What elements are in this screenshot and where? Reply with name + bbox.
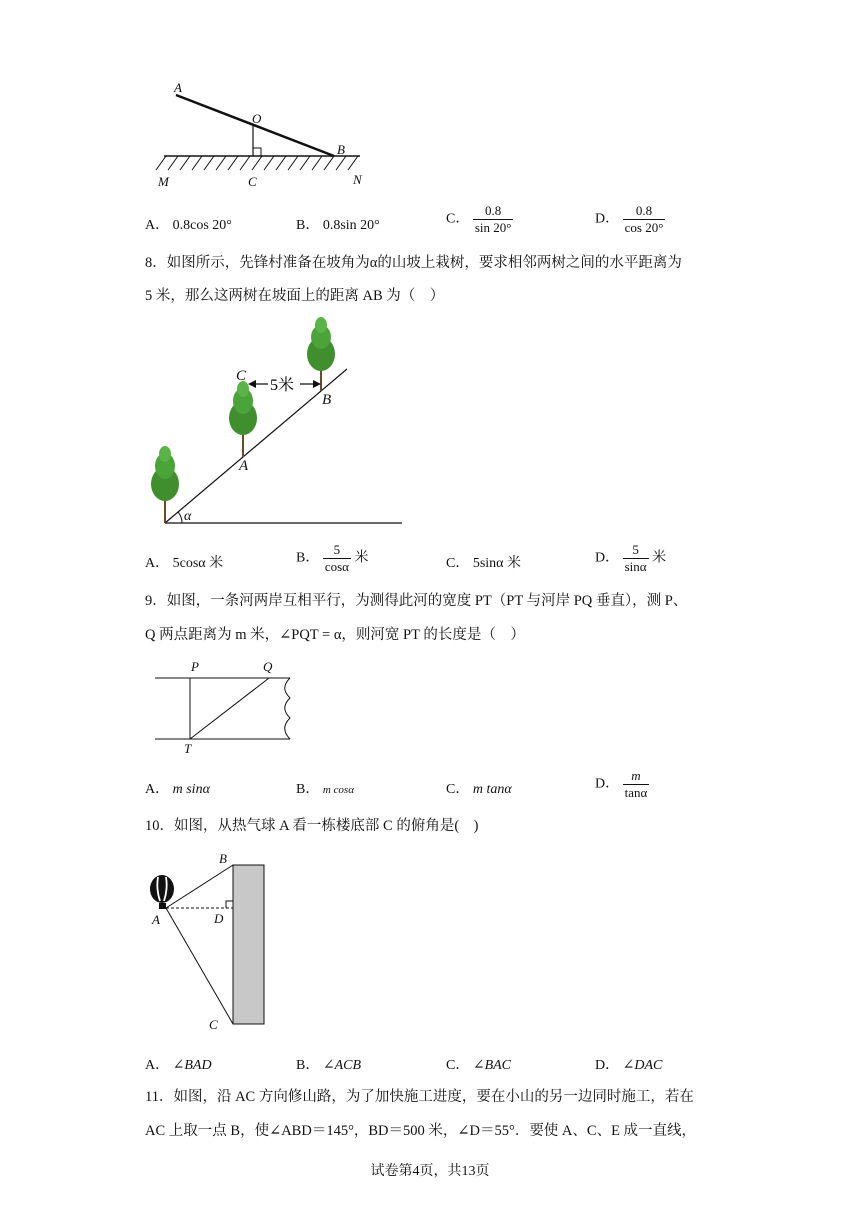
option-text: ∠BAD bbox=[172, 1058, 212, 1073]
numerator: 5 bbox=[623, 542, 649, 559]
q8-option-b[interactable] bbox=[296, 542, 368, 575]
page-footer: 试卷第4页，共13页 bbox=[370, 1164, 490, 1179]
option-text: 0.8cos 20° bbox=[172, 218, 232, 233]
q10-option-d[interactable] bbox=[595, 1054, 662, 1074]
q8-option-d[interactable] bbox=[595, 542, 666, 575]
numerator: m bbox=[623, 768, 650, 785]
fig10-label-b: B bbox=[219, 851, 227, 866]
fig9-label-t: T bbox=[184, 741, 192, 756]
option-text: m sinα bbox=[172, 782, 210, 797]
option-letter: C． bbox=[446, 782, 470, 797]
fig7-label-a: A bbox=[174, 80, 182, 95]
option-letter: D． bbox=[595, 776, 620, 792]
hot-air-balloon-icon bbox=[150, 875, 174, 909]
option-text: 0.8sin 20° bbox=[322, 218, 380, 233]
option-letter: B． bbox=[296, 782, 320, 797]
fraction bbox=[623, 542, 649, 575]
fig7-label-b: B bbox=[337, 142, 345, 157]
fig-q8-diagram bbox=[140, 318, 410, 533]
q7-option-b[interactable] bbox=[296, 214, 380, 234]
tree-icon bbox=[229, 381, 257, 457]
q11-stem-line2: AC 上取一点 B，使∠ABD＝145°，BD＝500 米，∠D＝55°．要使 A、C、E 成一直线， bbox=[145, 1123, 697, 1139]
q8-stem-line2: 5 米，那么这两树在坡面上的距离 AB 为（ ） bbox=[145, 288, 445, 304]
option-letter: B． bbox=[296, 1058, 320, 1073]
option-letter: A． bbox=[145, 556, 170, 571]
q10-stem-line1: 10．如图，从热气球 A 看一栋楼底部 C 的俯角是( ) bbox=[145, 818, 479, 834]
fig7-label-n: N bbox=[353, 172, 362, 187]
q9-option-a[interactable] bbox=[145, 778, 210, 798]
fig8-label-c: C bbox=[236, 368, 247, 384]
q9-stem-line2: Q 两点距离为 m 米，∠PQT = α，则河宽 PT 的长度是（ ） bbox=[145, 627, 525, 643]
denominator: cosα bbox=[324, 559, 349, 574]
option-letter: B． bbox=[296, 550, 320, 566]
unit: 米 bbox=[354, 550, 369, 566]
option-letter: D． bbox=[595, 1058, 620, 1073]
numerator: 0.8 bbox=[623, 203, 666, 220]
option-text: m cosα bbox=[322, 784, 354, 796]
denominator: cos 20° bbox=[624, 220, 664, 235]
fig10-label-c: C bbox=[209, 1017, 218, 1032]
q10-option-a[interactable] bbox=[145, 1054, 212, 1074]
option-text: ∠ACB bbox=[322, 1058, 362, 1073]
q8-stem-line1: 8．如图所示，先锋村准备在坡角为α的山坡上栽树，要求相邻两树之间的水平距离为 bbox=[145, 255, 682, 271]
option-text: m tanα bbox=[472, 782, 512, 797]
fig-q10-diagram bbox=[140, 848, 280, 1038]
fig7-label-m: M bbox=[158, 174, 169, 189]
numerator: 5 bbox=[323, 542, 351, 559]
q11-stem-line1: 11．如图，沿 AC 方向修山路，为了加快施工进度，要在小山的另一边同时施工，若在 bbox=[145, 1089, 694, 1105]
q7-option-c[interactable] bbox=[446, 203, 513, 236]
fraction bbox=[473, 203, 514, 236]
denominator: sinα bbox=[624, 559, 647, 574]
option-letter: D． bbox=[595, 550, 620, 566]
option-letter: A． bbox=[145, 1058, 170, 1073]
option-text: 5sinα 米 bbox=[472, 556, 522, 571]
option-letter: C． bbox=[446, 211, 470, 227]
tree-icon bbox=[151, 446, 179, 523]
fig10-label-d: D bbox=[214, 911, 224, 926]
fig-q7-diagram bbox=[150, 80, 380, 190]
q8-option-c[interactable] bbox=[446, 552, 521, 572]
option-letter: A． bbox=[145, 218, 170, 233]
fraction bbox=[623, 768, 650, 801]
q7-option-a[interactable] bbox=[145, 214, 232, 234]
unit: 米 bbox=[652, 550, 667, 566]
fig9-label-q: Q bbox=[263, 659, 273, 674]
fig10-label-a: A bbox=[152, 912, 160, 927]
fraction bbox=[623, 203, 666, 236]
option-letter: C． bbox=[446, 556, 470, 571]
numerator: 0.8 bbox=[473, 203, 514, 220]
q8-option-a[interactable] bbox=[145, 552, 223, 572]
option-text: ∠BAC bbox=[472, 1058, 512, 1073]
q10-option-c[interactable] bbox=[446, 1054, 511, 1074]
option-letter: A． bbox=[145, 782, 170, 797]
fig9-label-p: P bbox=[191, 659, 199, 674]
q9-stem-line1: 9．如图，一条河两岸互相平行，为测得此河的宽度 PT（PT 与河岸 PQ 垂直），测 P、 bbox=[145, 593, 688, 609]
fig8-distance-label: 5米 bbox=[270, 377, 295, 394]
option-letter: D． bbox=[595, 211, 620, 227]
option-letter: C． bbox=[446, 1058, 470, 1073]
q9-option-b[interactable] bbox=[296, 778, 354, 798]
option-text: ∠DAC bbox=[622, 1058, 663, 1073]
fig8-label-alpha: α bbox=[184, 509, 192, 524]
fig7-label-c: C bbox=[248, 174, 257, 189]
q9-option-d[interactable] bbox=[595, 768, 649, 801]
tree-icon bbox=[307, 317, 335, 391]
fig7-label-o: O bbox=[252, 111, 262, 126]
denominator: sin 20° bbox=[474, 220, 512, 235]
option-text: 5cosα 米 bbox=[172, 556, 224, 571]
fig-q9-diagram bbox=[150, 658, 300, 758]
denominator: tanα bbox=[624, 785, 648, 800]
q7-option-d[interactable] bbox=[595, 203, 665, 236]
q10-option-b[interactable] bbox=[296, 1054, 361, 1074]
option-letter: B． bbox=[296, 218, 320, 233]
fig8-label-a: A bbox=[239, 458, 249, 474]
fig8-label-b: B bbox=[322, 392, 332, 408]
fraction bbox=[323, 542, 351, 575]
q9-option-c[interactable] bbox=[446, 778, 512, 798]
